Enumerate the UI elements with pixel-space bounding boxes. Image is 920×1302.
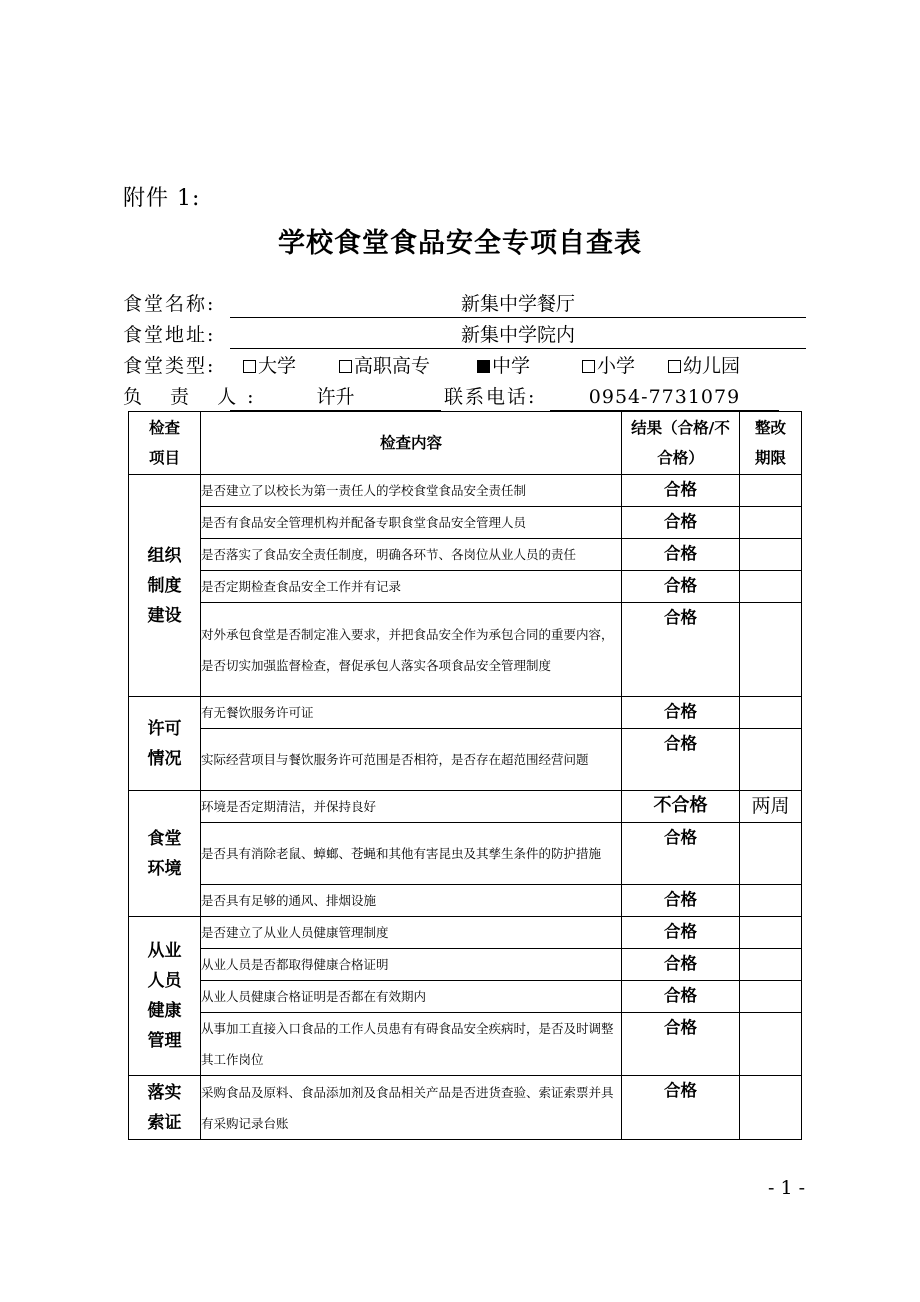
check-item: 对外承包食堂是否制定准入要求，并把食品安全作为承包合同的重要内容，是否切实加强监督检查，督促承包人落实各项食品安全管理制度 [201,603,622,697]
table-row [129,1076,802,1140]
type-option-vocational[interactable]: 高职高专 [339,352,430,380]
result-cell: 合格 [622,729,740,791]
table-row [129,507,802,539]
attachment-label: 附件 1: [123,186,201,211]
category-cell: 食堂环境 [129,791,201,917]
result-cell: 合格 [622,917,740,949]
table-row [129,885,802,917]
canteen-name-label: 食堂名称: [123,293,216,315]
check-item: 采购食品及原料、食品添加剂及食品相关产品是否进货查验、索证索票并具有采购记录台账 [201,1076,622,1140]
phone-label: 联系电话: [444,386,537,408]
canteen-type-label: 食堂类型: [123,355,216,377]
result-cell: 合格 [622,603,740,697]
table-row [129,917,802,949]
table-row [129,823,802,885]
checkbox-icon [582,360,595,373]
canteen-name-value: 新集中学餐厅 [230,290,806,318]
period-cell [740,539,802,571]
check-item: 是否建立了从业人员健康管理制度 [201,917,622,949]
check-item: 是否建立了以校长为第一责任人的学校食堂食品安全责任制 [201,475,622,507]
header-result: 结果（合格/不合格） [622,412,740,475]
phone-value: 0954-7731079 [550,383,779,411]
check-item: 从业人员是否都取得健康合格证明 [201,949,622,981]
person-value: 许升 [230,383,441,411]
check-item: 环境是否定期清洁，并保持良好 [201,791,622,823]
result-cell: 合格 [622,697,740,729]
result-cell: 合格 [622,571,740,603]
checkbox-icon [243,360,256,373]
result-cell: 不合格 [622,791,740,823]
canteen-type-row [123,352,806,380]
table-row [129,729,802,791]
table-row [129,603,802,697]
category-cell: 许可情况 [129,697,201,791]
period-cell [740,917,802,949]
check-item: 是否落实了食品安全责任制度，明确各环节、各岗位从业人员的责任 [201,539,622,571]
result-cell: 合格 [622,885,740,917]
check-item: 从业人员健康合格证明是否都在有效期内 [201,981,622,1013]
check-item: 是否具有足够的通风、排烟设施 [201,885,622,917]
page-number: - 1 - [768,1177,806,1199]
table-row [129,475,802,507]
result-cell: 合格 [622,475,740,507]
type-option-middle-school[interactable]: 中学 [477,352,530,380]
check-item: 是否定期检查食品安全工作并有记录 [201,571,622,603]
table-row [129,949,802,981]
period-cell [740,1013,802,1076]
type-option-university[interactable]: 大学 [243,352,296,380]
check-item: 从事加工直接入口食品的工作人员患有有碍食品安全疾病时，是否及时调整其工作岗位 [201,1013,622,1076]
person-label: 负 责 人: [123,386,265,408]
period-cell [740,571,802,603]
table-header-row [129,412,802,475]
result-cell: 合格 [622,823,740,885]
period-cell [740,1076,802,1140]
header-period: 整改期限 [740,412,802,475]
check-item: 是否具有消除老鼠、蟑螂、苍蝇和其他有害昆虫及其孳生条件的防护措施 [201,823,622,885]
page-title: 学校食堂食品安全专项自查表 [278,228,642,259]
canteen-address-row [123,321,806,349]
check-item: 有无餐饮服务许可证 [201,697,622,729]
table-row [129,697,802,729]
period-cell [740,697,802,729]
person-row [123,383,806,411]
period-cell: 两周 [740,791,802,823]
period-cell [740,885,802,917]
check-item: 实际经营项目与餐饮服务许可范围是否相符，是否存在超范围经营问题 [201,729,622,791]
result-cell: 合格 [622,949,740,981]
period-cell [740,823,802,885]
table-row [129,539,802,571]
category-cell: 组织制度建设 [129,475,201,697]
table-row [129,571,802,603]
table-row [129,1013,802,1076]
period-cell [740,475,802,507]
table-row [129,981,802,1013]
type-option-primary-school[interactable]: 小学 [582,352,635,380]
result-cell: 合格 [622,1076,740,1140]
canteen-address-value: 新集中学院内 [230,321,806,349]
self-check-table [128,411,802,1140]
header-content: 检查内容 [201,412,622,475]
canteen-name-row [123,290,806,318]
checkbox-icon [339,360,352,373]
period-cell [740,507,802,539]
header-category: 检查项目 [129,412,201,475]
canteen-address-label: 食堂地址: [123,324,216,346]
type-option-kindergarten[interactable]: 幼儿园 [668,352,740,380]
period-cell [740,949,802,981]
table-row [129,791,802,823]
result-cell: 合格 [622,539,740,571]
result-cell: 合格 [622,1013,740,1076]
checkbox-checked-icon [477,360,490,373]
result-cell: 合格 [622,981,740,1013]
result-cell: 合格 [622,507,740,539]
category-cell: 落实索证 [129,1076,201,1140]
period-cell [740,603,802,697]
category-cell: 从业人员健康管理 [129,917,201,1076]
period-cell [740,729,802,791]
period-cell [740,981,802,1013]
check-item: 是否有食品安全管理机构并配备专职食堂食品安全管理人员 [201,507,622,539]
checkbox-icon [668,360,681,373]
